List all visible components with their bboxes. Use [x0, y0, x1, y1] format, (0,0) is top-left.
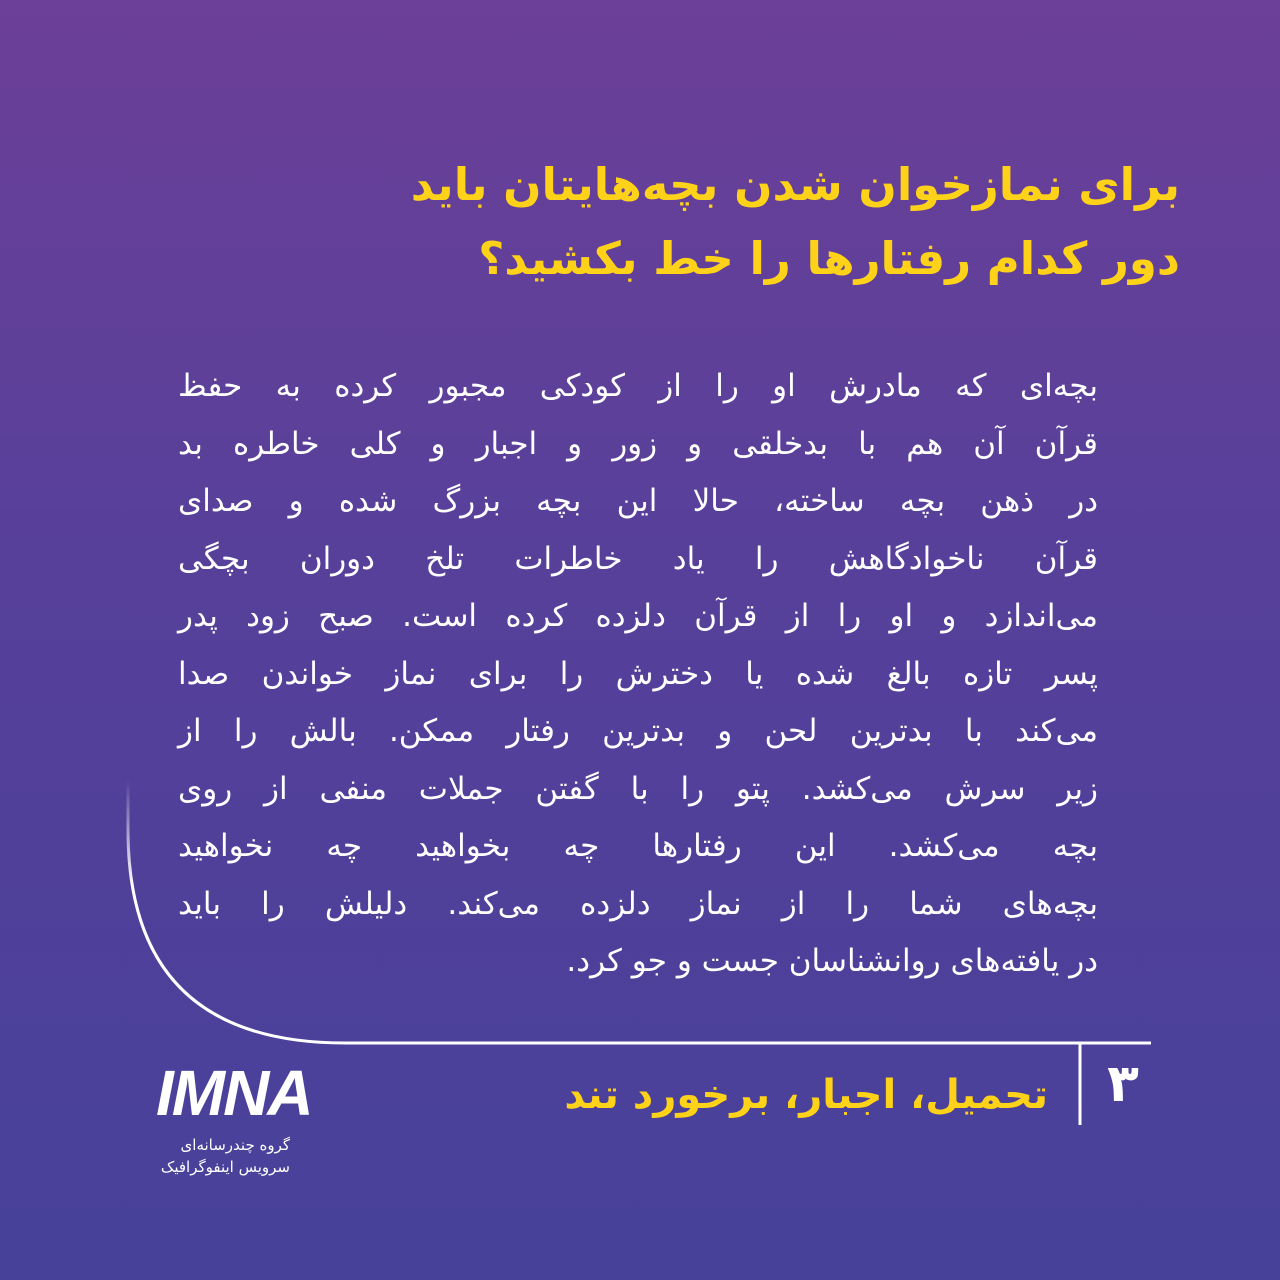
subtitle: تحمیل، اجبار، برخورد تند — [564, 1072, 1048, 1118]
logo-wordmark: IMNA — [156, 1057, 312, 1129]
title — [100, 148, 1180, 296]
body-line: در ذهن بچه ساخته، حالا این بچه بزرگ شده و صدای — [178, 483, 1098, 519]
body-line: بچه می‌کشد. این رفتارها چه بخواهید چه نخواهید — [178, 828, 1098, 864]
body-line: قرآن آن هم با بدخلقی و زور و اجبار و کلی خاطره بد — [178, 425, 1098, 462]
body-line: قرآن ناخوادگاهش را یاد خاطرات تلخ دوران بچگی — [178, 540, 1098, 577]
body-line: در یافته‌های روانشناسان جست و جو کرد. — [566, 943, 1098, 979]
body-line: بچه‌های شما را از نماز دلزده می‌کند. دلیلش را باید — [178, 885, 1098, 922]
title-line-1: برای نمازخوان شدن بچه‌هایتان باید — [410, 158, 1180, 211]
title-line-2: دور کدام رفتارها را خط بکشید؟ — [478, 232, 1180, 285]
body-paragraph — [178, 358, 1098, 991]
logo-caption-line-2: سرویس اینفوگرافیک — [160, 1158, 290, 1176]
imna-logo — [150, 1058, 310, 1178]
body-line: می‌اندازد و او را از قرآن دلزده کرده است. صبح زود پدر — [178, 598, 1098, 634]
body-line: پسر تازه بالغ شده یا دخترش را برای نماز خواندن صدا — [178, 655, 1098, 692]
body-line: می‌کند با بدترین لحن و بدترین رفتار ممکن. بالش را از — [178, 713, 1098, 749]
logo-caption-line-1: گروه چندرسانه‌ای — [180, 1136, 290, 1154]
page-number: ۳ — [1107, 1054, 1139, 1114]
body-line: زیر سرش می‌کشد. پتو را با گفتن جملات منفی از روی — [178, 770, 1098, 807]
body-line: بچه‌ای که مادرش او را از کودکی مجبور کرده به حفظ — [178, 368, 1098, 404]
